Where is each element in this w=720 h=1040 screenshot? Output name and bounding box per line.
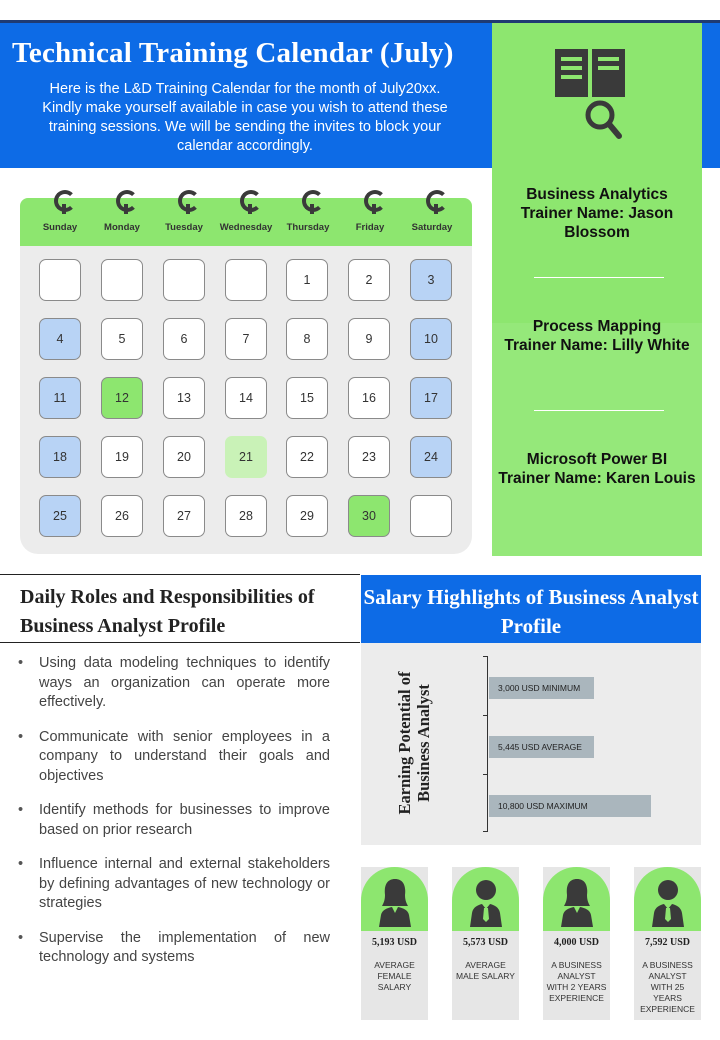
day-friday: Friday bbox=[355, 222, 385, 233]
salary-title: Salary Highlights of Business Analyst Profile bbox=[363, 585, 699, 638]
list-item: • Using data modeling techniques to identify ways an organization can operate more effectively. bbox=[18, 654, 330, 713]
salary-stat-card bbox=[452, 867, 519, 1020]
day-thursday: Thursday bbox=[286, 222, 330, 233]
training-business-analytics: Business Analytics Trainer Name: Jason Blossom bbox=[520, 186, 674, 241]
calendar-day-cell-training: 21 bbox=[225, 436, 267, 478]
binder-ring-icon bbox=[364, 190, 386, 212]
stat-icon-badge bbox=[361, 867, 428, 931]
page-title: Technical Training Calendar (July) bbox=[12, 37, 454, 69]
calendar-day-cell: 1 bbox=[286, 259, 328, 301]
calendar-day-cell bbox=[101, 259, 143, 301]
calendar-day-cell: 23 bbox=[348, 436, 390, 478]
calendar-day-cell: 27 bbox=[163, 495, 205, 537]
male-person-icon bbox=[466, 875, 506, 927]
day-sunday: Sunday bbox=[42, 222, 78, 233]
calendar-day-cell-weekend: 18 bbox=[39, 436, 81, 478]
salary-header bbox=[361, 575, 701, 643]
salary-chart-ylabel: Earning Potential of Business Analyst bbox=[395, 671, 433, 815]
binder-ring-icon bbox=[302, 190, 324, 212]
salary-bar-maximum: 10,800 USD MAXIMUM bbox=[489, 795, 651, 817]
calendar-day-cell bbox=[410, 495, 452, 537]
calendar-day-cell: 7 bbox=[225, 318, 267, 360]
stat-label: AVERAGE FEMALE SALARY bbox=[374, 960, 415, 992]
day-monday: Monday bbox=[104, 222, 140, 233]
binder-ring-icon bbox=[178, 190, 200, 212]
calendar-day-cell: 26 bbox=[101, 495, 143, 537]
calendar-day-cell bbox=[163, 259, 205, 301]
calendar-day-cell: 20 bbox=[163, 436, 205, 478]
calendar-day-cell: 5 bbox=[101, 318, 143, 360]
calendar-day-cell: 16 bbox=[348, 377, 390, 419]
salary-stat-card bbox=[361, 867, 428, 1020]
calendar-day-cell-weekend: 17 bbox=[410, 377, 452, 419]
calendar-day-cell: 6 bbox=[163, 318, 205, 360]
trainer-divider bbox=[534, 410, 664, 411]
salary-stat-card bbox=[634, 867, 701, 1020]
stat-icon-badge bbox=[543, 867, 610, 931]
binder-ring-icon bbox=[426, 190, 448, 212]
salary-chart bbox=[361, 643, 701, 845]
stat-value: 5,193 USD bbox=[371, 937, 417, 948]
female-person-icon bbox=[375, 875, 415, 927]
salary-chart-axis bbox=[487, 656, 488, 832]
list-item: • Influence internal and external stakeholders by defining advantages of new technology or strategies bbox=[18, 855, 330, 914]
day-tuesday: Tuesday bbox=[165, 222, 203, 233]
roles-list bbox=[18, 654, 330, 983]
female-person-icon bbox=[557, 875, 597, 927]
panel-background-photo bbox=[492, 323, 702, 556]
page-description: Here is the L&D Training Calendar for the month of July20xx. Kindly make yourself available in case you wish to attend these training sessions. We will be sending the invites to block your calendar accordingly. bbox=[42, 81, 448, 154]
calendar-day-cell bbox=[39, 259, 81, 301]
list-item: • Identify methods for businesses to improve based on prior research bbox=[18, 801, 330, 840]
section-divider bbox=[0, 574, 360, 575]
stat-value: 5,573 USD bbox=[462, 937, 508, 948]
stat-value: 7,592 USD bbox=[644, 937, 690, 948]
calendar-day-cell: 14 bbox=[225, 377, 267, 419]
axis-tick bbox=[483, 774, 488, 775]
salary-bar-average: 5,445 USD AVERAGE bbox=[489, 736, 594, 758]
axis-tick bbox=[483, 715, 488, 716]
salary-bar-minimum: 3,000 USD MINIMUM bbox=[489, 677, 594, 699]
calendar-day-cell-training: 12 bbox=[101, 377, 143, 419]
stat-icon-badge bbox=[634, 867, 701, 931]
stat-icon-badge bbox=[452, 867, 519, 931]
calendar-day-cell-weekend: 25 bbox=[39, 495, 81, 537]
training-power-bi: Microsoft Power BI Trainer Name: Karen Louis bbox=[498, 451, 696, 487]
trainer-panel bbox=[492, 23, 702, 556]
calendar-day-cell: 13 bbox=[163, 377, 205, 419]
calendar-day-cell-weekend: 24 bbox=[410, 436, 452, 478]
stat-label: AVERAGE MALE SALARY bbox=[456, 960, 515, 981]
section-divider bbox=[0, 642, 360, 643]
list-item: • Supervise the implementation of new technology and systems bbox=[18, 929, 330, 968]
calendar-day-cell: 2 bbox=[348, 259, 390, 301]
training-process-mapping: Process Mapping Trainer Name: Lilly White bbox=[504, 318, 690, 354]
book-search-icon bbox=[552, 43, 628, 143]
day-saturday: Saturday bbox=[411, 222, 453, 233]
day-wednesday: Wednesday bbox=[219, 222, 273, 233]
calendar-day-cell: 19 bbox=[101, 436, 143, 478]
axis-tick bbox=[483, 831, 488, 832]
calendar-day-cell-weekend: 4 bbox=[39, 318, 81, 360]
binder-ring-icon bbox=[240, 190, 262, 212]
roles-title: Daily Roles and Responsibilities of Business Analyst Profile bbox=[20, 586, 315, 637]
calendar-day-cell: 22 bbox=[286, 436, 328, 478]
stat-label: A BUSINESS ANALYST WITH 25 YEARS EXPERIENCE bbox=[640, 960, 695, 1014]
calendar-day-cell-weekend: 3 bbox=[410, 259, 452, 301]
calendar-day-cell-training: 30 bbox=[348, 495, 390, 537]
binder-ring-icon bbox=[116, 190, 138, 212]
calendar-day-cell-weekend: 11 bbox=[39, 377, 81, 419]
stat-value: 4,000 USD bbox=[553, 937, 599, 948]
calendar-day-cell: 29 bbox=[286, 495, 328, 537]
salary-stat-card bbox=[543, 867, 610, 1020]
list-item: • Communicate with senior employees in a company to understand their goals and objectives bbox=[18, 728, 330, 787]
axis-tick bbox=[483, 656, 488, 657]
calendar-day-cell: 28 bbox=[225, 495, 267, 537]
trainer-divider bbox=[534, 277, 664, 278]
calendar-day-cell-weekend: 10 bbox=[410, 318, 452, 360]
calendar-day-cell bbox=[225, 259, 267, 301]
stat-label: A BUSINESS ANALYST WITH 2 YEARS EXPERIENCE bbox=[546, 960, 607, 1003]
calendar-day-cell: 9 bbox=[348, 318, 390, 360]
calendar-day-cell: 8 bbox=[286, 318, 328, 360]
calendar-day-cell: 15 bbox=[286, 377, 328, 419]
binder-ring-icon bbox=[54, 190, 76, 212]
male-person-icon bbox=[648, 875, 688, 927]
